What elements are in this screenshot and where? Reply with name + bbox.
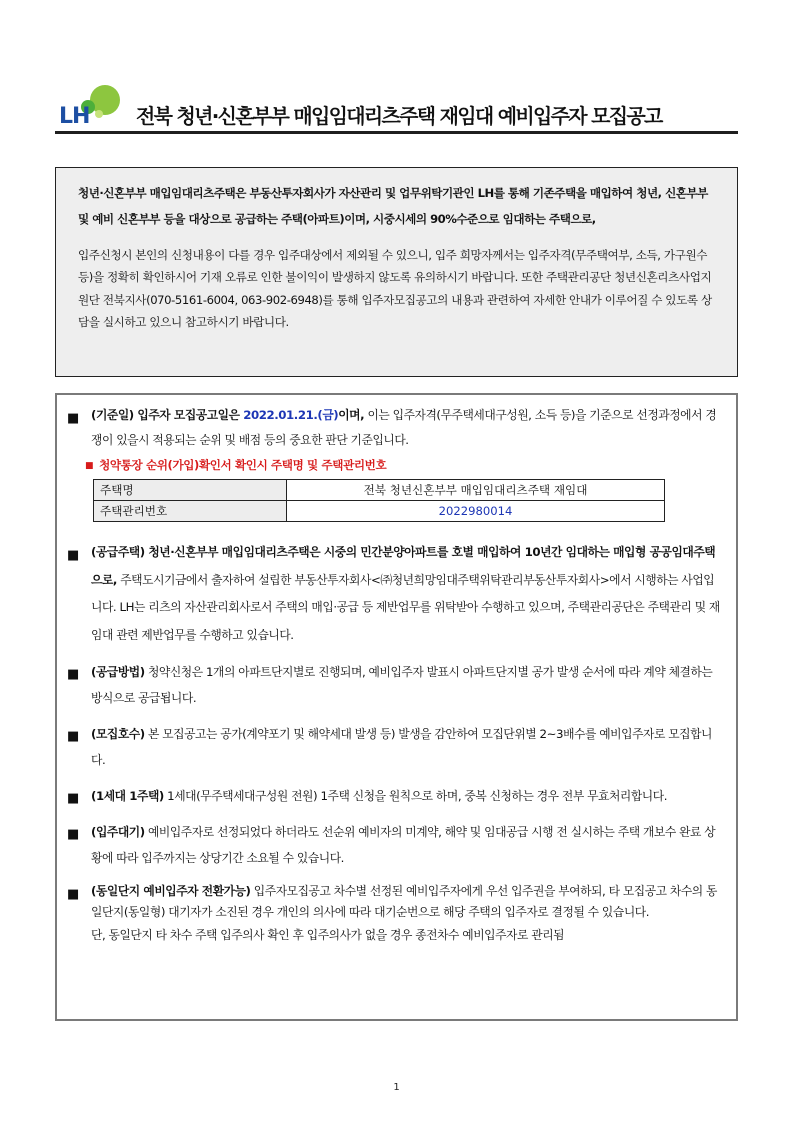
intro-box: [55, 167, 738, 377]
item-text: 이는 입주자격(무주택세대구성원, 소득 등)을 기준으로 선정과정에서 경쟁이 있을시 적용되는 순위 및 배점 등의 중요한 판단 기준입니다.: [91, 408, 717, 447]
intro-paragraph-1: 청년·신혼부부 매입임대리츠주택은 부동산투자회사가 자산관리 및 업무위탁기관인 LH를 통해 기존주택을 매입하여 청년, 신혼부부 및 예비 신혼부부 등을 대상으로 공급하는 주택(아파트)이며, 시중시세의 90%수준으로 임대하는 주택으로,: [78, 186, 708, 226]
item-label: (공급방법): [91, 665, 145, 679]
item-label: (입주대기): [91, 825, 145, 839]
notice-item-one-household: [67, 783, 722, 809]
notice-item-supply-method: [67, 659, 722, 711]
item-text: 1세대(무주택세대구성원 전원) 1주택 신청을 원칙으로 하며, 중복 신청하는 경우 전부 무효처리합니다.: [163, 789, 667, 803]
subscription-check-text: 청약통장 순위(가입)확인서 확인시 주택명 및 주택관리번호: [99, 458, 387, 472]
item-text: 본 모집공고는 공가(계약포기 및 해약세대 발생 등) 발생을 감안하여 모집단위별 2~3배수를 예비입주자로 모집합니다.: [91, 727, 712, 767]
page-number: 1: [393, 1082, 400, 1093]
item-label-end: 이며,: [338, 408, 365, 422]
table-key: 주택관리번호: [94, 501, 287, 522]
notice-item-base-date: [67, 403, 722, 453]
square-bullet-icon: ■: [67, 887, 79, 902]
page-header: [55, 84, 738, 134]
table-row: [94, 501, 665, 522]
item-text: 주택도시기금에서 출자하여 설립한 부동산투자회사<㈜청년희망임대주택위탁관리부동산투자회사>에서 시행하는 사업입니다. LH는 리츠의 자산관리회사로서 주택의 매입·공급 등 제반업무를 위탁받아 수행하고 있으며, 주택관리공단은 주택관리 및 재임대 관련 제반업무를 수행하고 있습니다.: [91, 572, 720, 642]
main-notice-box: [55, 393, 738, 1021]
subscription-check-title: [85, 457, 722, 473]
item-label: (공급주택) 청년·신혼부부 매입임대리츠주택은 시중의 민간분양아파트를 호별 매입하여 10년간 임대하는 매입형 공공임대주택으로,: [91, 545, 716, 587]
lh-logo: [55, 84, 127, 134]
item-label: (동일단지 예비입주자 전환가능): [91, 884, 251, 898]
item-label: (기준일) 입주자 모집공고일은: [91, 408, 244, 422]
notice-item-recruit-count: [67, 721, 722, 773]
square-bullet-icon: ■: [67, 548, 79, 563]
item-label: (1세대 1주택): [91, 789, 164, 803]
square-bullet-icon: ■: [67, 411, 79, 426]
item-text: 청약신청은 1개의 아파트단지별로 진행되며, 예비입주자 발표시 아파트단지별 공가 발생 순서에 따라 계약 체결하는 방식으로 공급됩니다.: [91, 665, 713, 705]
table-value: 전북 청년신혼부부 매입임대리츠주택 재임대: [287, 480, 665, 501]
square-bullet-icon: ■: [67, 667, 79, 682]
logo-text: LH: [59, 104, 90, 129]
notice-item-same-complex: [67, 881, 722, 946]
item-note: 단, 동일단지 타 차수 주택 입주의사 확인 후 입주의사가 없을 경우 종전차수 예비입주자로 관리됨: [91, 928, 565, 942]
square-bullet-icon: ■: [67, 729, 79, 744]
intro-paragraph-2: 입주신청시 본인의 신청내용이 다를 경우 입주대상에서 제외될 수 있으니, 입주 희망자께서는 입주자격(무주택여부, 소득, 가구원수 등)을 정확히 확인하시어 기재 오류로 인한 불이익이 발생하지 않도록 유의하시기 바랍니다. 또한 주택관리공단 청년신혼리츠사업지원단 전북지사(070-5161-6004, 063-902-6948)를 통해 입주자모집공고의 내용과 관련하여 자세한 안내가 이루어질 수 있도록 상담을 실시하고 있으니 참고하시기 바랍니다.: [78, 248, 712, 330]
page-title: 전북 청년·신혼부부 매입임대리츠주택 재임대 예비입주자 모집공고: [136, 104, 662, 128]
notice-date: 2022.01.21.(금): [243, 408, 339, 422]
table-key: 주택명: [94, 480, 287, 501]
square-bullet-icon: ■: [67, 827, 79, 842]
title-underline: [55, 131, 738, 134]
small-square-bullet-icon: ■: [85, 461, 94, 471]
housing-management-number: 2022980014: [287, 501, 665, 522]
notice-item-supply-housing: [67, 539, 722, 649]
notice-item-waiting: [67, 819, 722, 871]
item-text: 입주자모집공고 차수별 선정된 예비입주자에게 우선 입주권을 부여하되, 타 모집공고 차수의 동일단지(동일형) 대기자가 소진된 경우 개인의 의사에 따라 대기순번으로 해당 주택의 입주자로 결정될 수 있습니다.: [91, 884, 717, 919]
item-text: 예비입주자로 선정되었다 하더라도 선순위 예비자의 미계약, 해약 및 임대공급 시행 전 실시하는 주택 개보수 완료 상황에 따라 입주까지는 상당기간 소요될 수 있습니다.: [91, 825, 716, 865]
table-row: [94, 480, 665, 501]
item-label: (모집호수): [91, 727, 145, 741]
housing-info-table: [93, 479, 665, 522]
square-bullet-icon: ■: [67, 791, 79, 806]
